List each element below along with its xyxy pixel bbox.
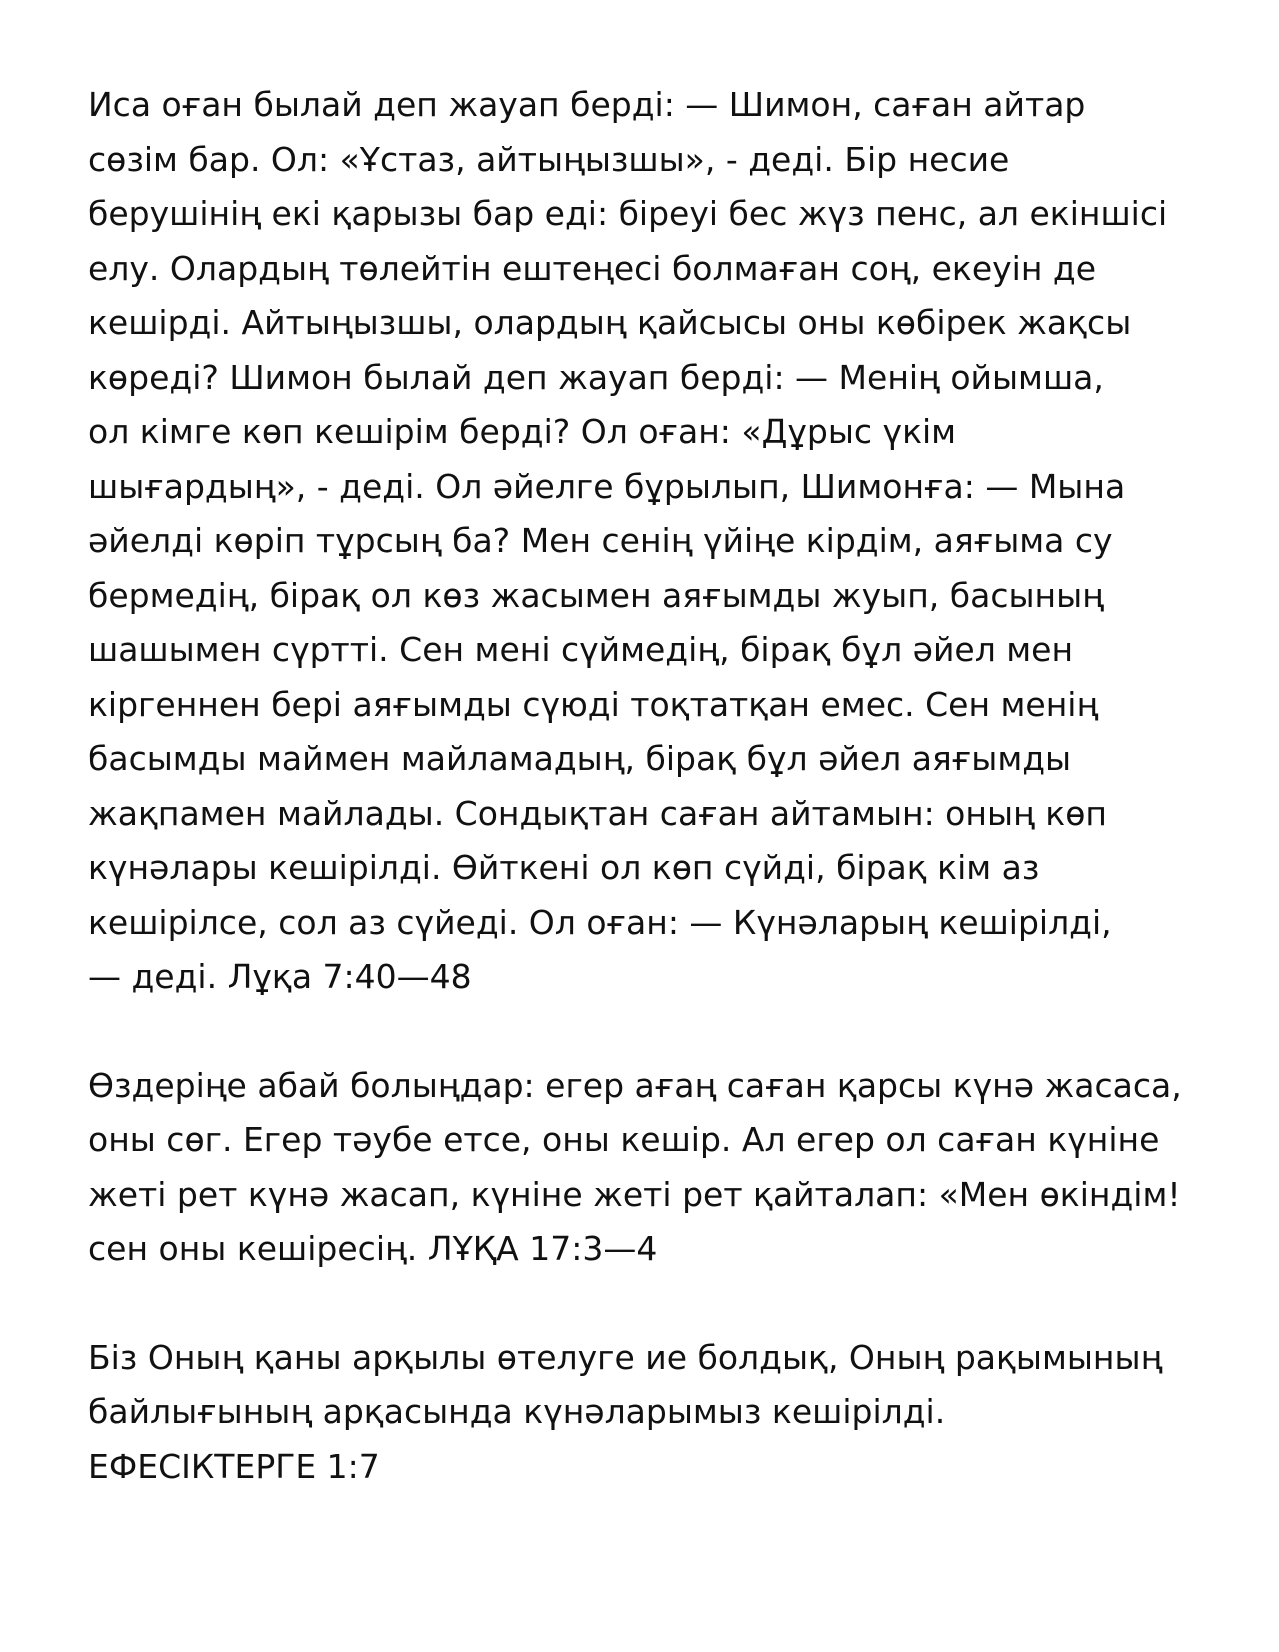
scripture-reference: — деді. Лұқа 7:40—48	[88, 957, 472, 996]
text-line: көреді? Шимон былай деп жауап берді: — Менің ойымша,	[88, 357, 1104, 397]
paragraph-luke-7	[88, 78, 1198, 1005]
text-line: ол кімге көп кешірім берді? Ол оған: «Дұрыс үкім	[88, 412, 957, 451]
text-line: әйелді көріп тұрсың ба? Мен сенің үйіңе кірдім, аяғыма су	[88, 521, 1113, 560]
scripture-reference: сен оны кешіресің. ЛҰҚА 17:3—4	[88, 1229, 658, 1268]
document-page	[88, 78, 1198, 1494]
text-line: шашымен сүртті. Сен мені сүймедің, бірақ бұл әйел мен	[88, 630, 1074, 669]
scripture-reference: ЕФЕСІКТЕРГЕ 1:7	[88, 1446, 380, 1486]
paragraph-spacer	[88, 1005, 1198, 1059]
paragraph-luke-17	[88, 1059, 1198, 1277]
text-line: берушінің екі қарызы бар еді: біреуі бес жүз пенс, ал екіншісі	[88, 194, 1168, 233]
text-line: сөзім бар. Ол: «Ұстаз, айтыңызшы», - деді. Бір несие	[88, 139, 1010, 179]
text-line: жеті рет күнә жасап, күніне жеті рет қайталап: «Мен өкіндім!	[88, 1174, 1181, 1214]
text-line: шығардың», - деді. Ол әйелге бұрылып, Шимонға: — Мына	[88, 466, 1126, 506]
text-line: басымды маймен майламадың, бірақ бұл әйел аяғымды	[88, 739, 1072, 778]
text-line: байлығының арқасында күнәларымыз кешірілді.	[88, 1392, 946, 1431]
paragraph-spacer	[88, 1277, 1198, 1331]
text-line: Біз Оның қаны арқылы өтелуге ие болдық, Оның рақымының	[88, 1337, 1163, 1377]
text-line: елу. Олардың төлейтін ештеңесі болмаған соң, екеуін де	[88, 248, 1096, 288]
text-line: оны сөг. Егер тәубе етсе, оны кешір. Ал егер ол саған күніне	[88, 1120, 1160, 1159]
text-line: кешірілсе, сол аз сүйеді. Ол оған: — Күнәларың кешірілді,	[88, 902, 1112, 942]
text-line: кешірді. Айтыңызшы, олардың қайсысы оны көбірек жақсы	[88, 303, 1132, 342]
text-line: Иса оған былай деп жауап берді: — Шимон, саған айтар	[88, 85, 1086, 124]
text-line: бермедің, бірақ ол көз жасымен аяғымды жуып, басының	[88, 575, 1104, 615]
text-line: Өздеріңе абай болыңдар: егер ағаң саған қарсы күнә жасаса,	[88, 1065, 1182, 1105]
text-line: жақпамен майлады. Сондықтан саған айтамын: оның көп	[88, 793, 1107, 833]
paragraph-ephesians-1	[88, 1331, 1198, 1495]
text-line: кіргеннен бері аяғымды сүюді тоқтатқан емес. Сен менің	[88, 684, 1099, 724]
text-line: күнәлары кешірілді. Өйткені ол көп сүйді, бірақ кім аз	[88, 848, 1040, 887]
